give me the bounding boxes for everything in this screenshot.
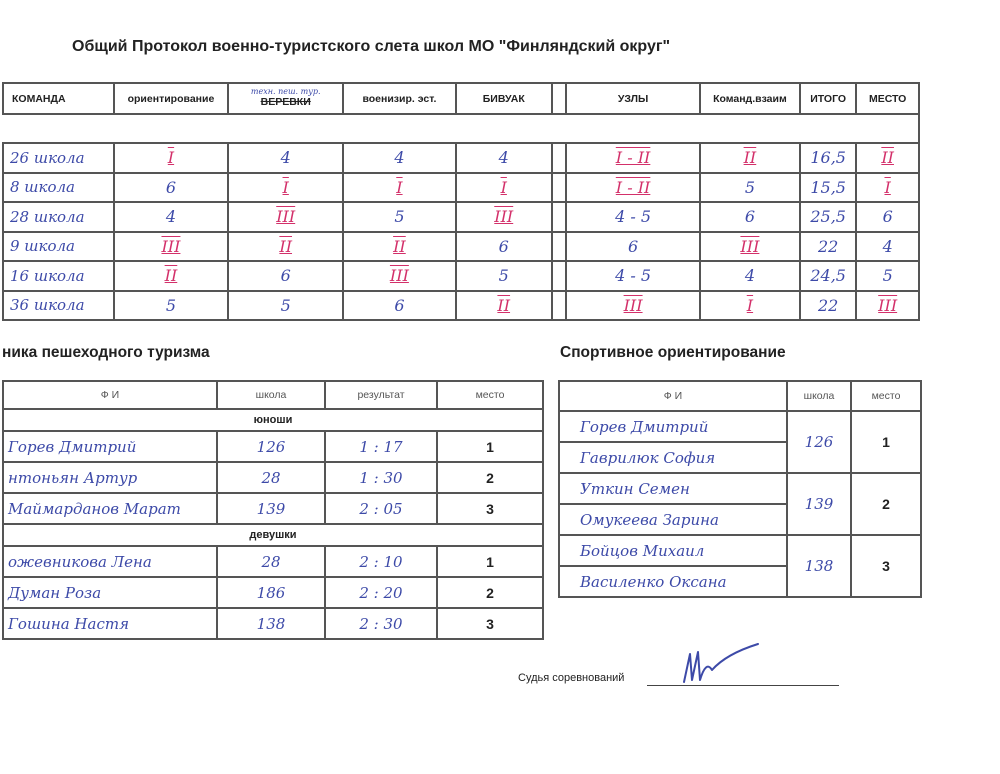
participant-place-value: 3 [486,615,494,632]
participant-name [3,493,217,524]
cell-bivouac-value: I [500,177,507,197]
gap-cell [552,232,567,262]
cell-total-value: 24,5 [810,266,846,286]
header-gap [552,83,567,114]
orienteering-header-name: Ф И [559,381,787,411]
header-ropes-note: техн. пеш. тур. [250,86,321,96]
gap-cell [552,261,567,291]
header-total: ИТОГО [800,83,856,114]
pair-place [851,473,921,535]
participant-row [3,546,543,577]
cell-mil [343,261,456,291]
orienteering-header-school: школа [787,381,851,411]
cell-ropes [228,173,343,203]
pair-member-name [559,535,787,566]
participant-result [325,577,437,608]
cell-teamwork-value: 4 [744,266,755,286]
participant-school [217,577,325,608]
cell-bivouac [456,232,552,262]
cell-team-value: 26 школа [10,148,85,167]
participant-name [3,577,217,608]
participant-place [437,577,543,608]
cell-bivouac [456,261,552,291]
cell-orient-value: II [164,266,178,286]
orienteering-table [558,380,922,598]
pair-row [559,473,921,504]
cell-team [3,202,114,232]
cell-ropes-value: I [282,177,289,197]
participant-row [3,608,543,639]
walking-header-name: Ф И [3,381,217,409]
cell-place [856,232,919,262]
cell-place-value: 4 [882,236,893,256]
pair-place-value: 3 [882,558,890,574]
participant-school-value: 138 [256,614,286,633]
cell-bivouac [456,291,552,321]
participant-school-value: 28 [261,552,281,571]
participant-result [325,431,437,462]
cell-ropes-value: 4 [280,148,291,168]
pair-member-name [559,566,787,597]
orienteering-header-row [559,381,921,411]
header-ropes-label: ВЕРЕВКИ [260,95,311,108]
cell-mil-value: 6 [394,295,405,315]
cell-teamwork-value: 5 [744,177,755,197]
cell-mil-value: I [396,177,403,197]
participant-result-value: 1 : 17 [359,437,403,456]
participant-school-value: 139 [256,499,286,518]
participant-school-value: 28 [261,468,281,487]
walking-header-result: результат [325,381,437,409]
orienteering-section-title: Спортивное ориентирование [560,344,786,361]
participant-place-value: 3 [486,500,494,517]
cell-ropes-value: III [276,207,296,227]
cell-orient [114,202,229,232]
pair-school-value: 139 [804,495,834,513]
cell-orient-value: 5 [165,295,177,315]
cell-total-value: 16,5 [810,148,846,168]
cell-total-value: 15,5 [810,177,846,197]
boys-group-row [3,409,543,431]
cell-total [800,202,856,232]
cell-orient [114,143,229,173]
walking-table-body [3,409,543,639]
participant-school-value: 126 [256,437,286,456]
cell-place-value: I [884,177,891,197]
girls-group-row-label: девушки [3,524,543,546]
walking-header-place: место [437,381,543,409]
cell-place [856,291,919,321]
header-teamwork: Команд.взаим [700,83,800,114]
participant-name-value: нтоньян Артур [8,468,138,487]
cell-teamwork-value: 6 [744,207,755,227]
header-bivouac: БИВУАК [456,83,552,114]
cell-team [3,261,114,291]
cell-mil-value: II [393,236,406,256]
cell-total [800,232,856,262]
participant-name [3,546,217,577]
cell-place [856,202,919,232]
cell-knots [566,291,700,321]
orienteering-table-body [559,411,921,597]
cell-teamwork [700,143,800,173]
cell-place-value: II [881,148,894,168]
header-mil: военизир. эст. [343,83,456,114]
pair-school-value: 126 [804,433,834,451]
cell-total-value: 25,5 [810,207,846,227]
participant-name-value: Маймарданов Марат [8,499,181,518]
cell-knots [566,261,700,291]
pair-member-name [559,411,787,442]
header-ropes [228,83,343,114]
participant-name [3,431,217,462]
header-orient: ориентирование [114,83,229,114]
participant-school [217,546,325,577]
cell-total-value: 22 [817,295,839,315]
participant-result-value: 1 : 30 [359,468,403,487]
participant-name [3,462,217,493]
cell-bivouac-value: 4 [498,148,509,168]
header-knots: УЗЛЫ [566,83,700,114]
main-header-row [3,83,919,114]
cell-knots [566,143,700,173]
pair-member-name-value: Горев Дмитрий [580,417,709,436]
pair-member-name-value: Василенко Оксана [580,572,727,591]
cell-orient-value: 4 [165,207,177,227]
cell-total-value: 22 [817,236,839,256]
cell-total [800,143,856,173]
pair-member-name-value: Омукеева Зарина [580,510,719,529]
cell-team-value: 8 школа [10,178,76,197]
participant-result [325,546,437,577]
cell-knots [566,202,700,232]
blank-cell [3,114,919,143]
cell-mil [343,173,456,203]
cell-teamwork-value: III [740,236,760,256]
participant-result-value: 2 : 10 [359,552,403,571]
overall-results-table [2,82,920,321]
walking-header-row [3,381,543,409]
participant-row [3,493,543,524]
participant-row [3,462,543,493]
cell-bivouac [456,173,552,203]
pair-member-name-value: Бойцов Михаил [580,541,705,560]
participant-result [325,462,437,493]
participant-row [3,431,543,462]
participant-result-value: 2 : 20 [359,583,403,602]
participant-name-value: Гошина Настя [8,614,130,633]
cell-knots-value: 4 - 5 [615,207,652,227]
cell-mil [343,232,456,262]
cell-bivouac-value: II [497,295,511,315]
cell-team [3,173,114,203]
cell-orient-value: III [161,236,181,256]
participant-row [3,577,543,608]
cell-place-value: 6 [882,207,893,227]
gap-cell [552,143,567,173]
judge-label: Судья соревнований [518,672,625,684]
participant-place [437,462,543,493]
cell-orient-value: I [167,148,175,168]
participant-place [437,493,543,524]
cell-mil-value: 5 [394,207,405,227]
cell-bivouac [456,143,552,173]
participant-place [437,546,543,577]
pair-school-value: 138 [804,557,834,575]
cell-team-value: 28 школа [10,207,85,226]
team-row [3,232,919,262]
cell-knots-value: I - II [615,148,651,168]
cell-knots [566,232,700,262]
cell-mil-value: 4 [394,148,405,168]
cell-teamwork-value: I [746,295,754,315]
participant-result-value: 2 : 05 [359,499,403,518]
boys-group-row-label: юноши [3,409,543,431]
cell-total [800,173,856,203]
cell-mil [343,143,456,173]
participant-place [437,431,543,462]
cell-knots [566,173,700,203]
participant-result [325,493,437,524]
team-row [3,173,919,203]
gap-cell [552,202,567,232]
pair-member-name [559,504,787,535]
pair-member-name-value: Гаврилюк София [580,448,716,467]
pair-row [559,411,921,442]
cell-total [800,261,856,291]
pair-school [787,535,851,597]
cell-ropes [228,261,343,291]
cell-teamwork [700,202,800,232]
cell-bivouac [456,202,552,232]
participant-place-value: 1 [486,553,494,570]
participant-result-value: 2 : 30 [359,614,403,633]
cell-mil [343,291,456,321]
cell-knots-value: I - II [615,177,651,197]
participant-place-value: 2 [486,469,494,486]
participant-place-value: 2 [486,584,494,601]
cell-teamwork-value: II [743,148,757,168]
cell-ropes [228,143,343,173]
walking-section-title: ника пешеходного туризма [2,344,210,361]
pair-member-name [559,442,787,473]
participant-school [217,493,325,524]
cell-orient-value: 6 [165,177,177,197]
cell-orient [114,261,229,291]
participant-place-value: 1 [486,438,494,455]
participant-place [437,608,543,639]
cell-team [3,143,114,173]
cell-place [856,261,919,291]
gap-cell [552,173,567,203]
cell-ropes [228,232,343,262]
participant-school [217,431,325,462]
cell-orient [114,173,229,203]
judge-signature [676,640,766,690]
walking-header-school: школа [217,381,325,409]
cell-knots-value: III [623,295,643,315]
cell-teamwork [700,173,800,203]
pair-member-name [559,473,787,504]
cell-bivouac-value: III [494,207,514,227]
cell-ropes-value: II [279,236,293,256]
cell-team [3,291,114,321]
cell-ropes [228,202,343,232]
participant-school-value: 186 [256,583,286,602]
walking-table [2,380,544,640]
orienteering-header-place: место [851,381,921,411]
cell-team-value: 16 школа [10,266,85,285]
pair-member-name-value: Уткин Семен [580,479,690,498]
team-row [3,202,919,232]
pair-place [851,411,921,473]
cell-knots-value: 4 - 5 [615,266,652,286]
cell-bivouac-value: 6 [498,236,509,256]
cell-ropes [228,291,343,321]
main-table-body [3,114,919,320]
pair-place-value: 2 [882,496,890,512]
cell-mil-value: III [389,266,409,286]
pair-row [559,535,921,566]
header-place: МЕСТО [856,83,919,114]
participant-name-value: ожевникова Лена [8,552,152,571]
team-row [3,143,919,173]
cell-place [856,173,919,203]
cell-team-value: 36 школа [10,296,85,315]
team-row [3,291,919,321]
pair-school [787,473,851,535]
cell-teamwork [700,261,800,291]
cell-place [856,143,919,173]
participant-name-value: Горев Дмитрий [8,437,137,456]
cell-teamwork [700,291,800,321]
cell-mil [343,202,456,232]
participant-name [3,608,217,639]
pair-place [851,535,921,597]
participant-school [217,462,325,493]
team-row [3,261,919,291]
pair-school [787,411,851,473]
pair-place-value: 1 [882,434,890,450]
cell-orient [114,291,229,321]
cell-orient [114,232,229,262]
page-title: Общий Протокол военно-туристского слета школ МО "Финляндский округ" [72,38,671,55]
cell-total [800,291,856,321]
cell-place-value: III [878,295,898,315]
cell-ropes-value: 5 [280,295,291,315]
participant-name-value: Думан Роза [8,583,102,602]
cell-teamwork [700,232,800,262]
blank-row [3,114,919,143]
cell-ropes-value: 6 [280,266,291,286]
header-team: КОМАНДА [3,83,114,114]
cell-team [3,232,114,262]
participant-result [325,608,437,639]
girls-group-row [3,524,543,546]
cell-team-value: 9 школа [10,237,76,256]
gap-cell [552,291,567,321]
cell-place-value: 5 [882,266,893,286]
participant-school [217,608,325,639]
cell-knots-value: 6 [627,236,639,256]
cell-bivouac-value: 5 [498,266,509,286]
